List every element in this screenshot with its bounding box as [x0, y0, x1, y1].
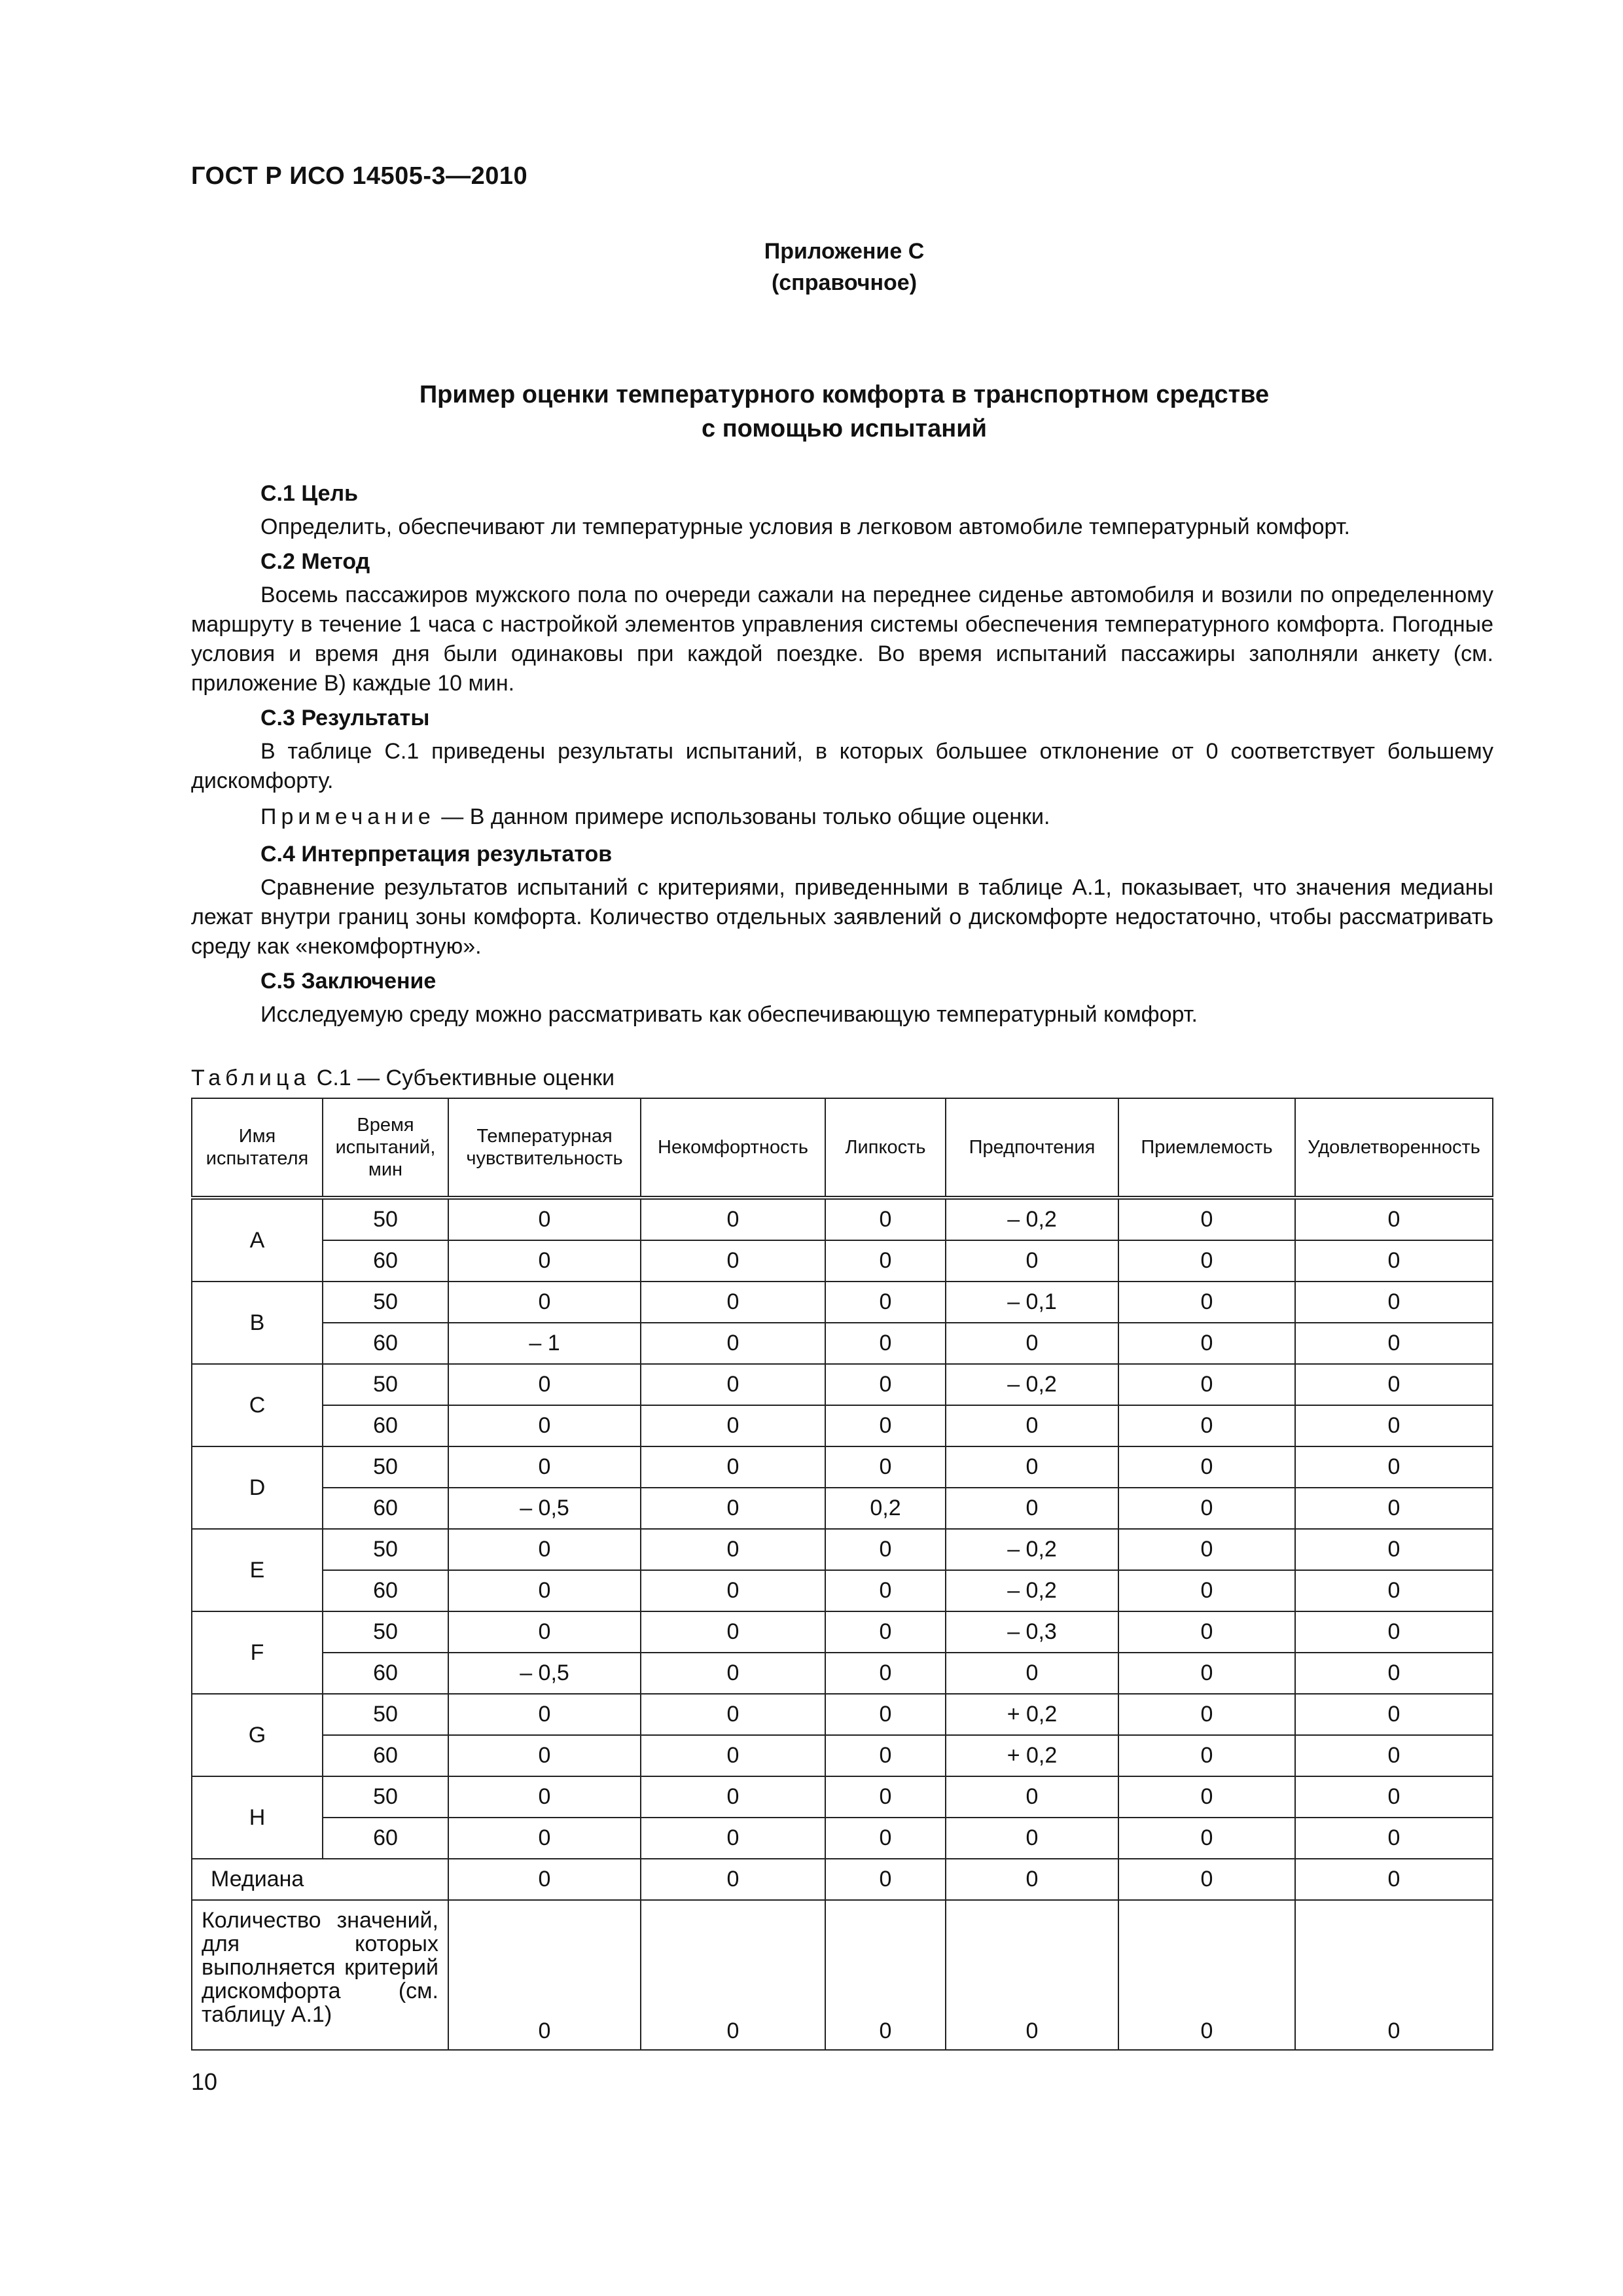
discomfort-count-row	[192, 1900, 1493, 2050]
value-cell: 0	[825, 1735, 946, 1776]
section-c2-text: Восемь пассажиров мужского пола по очереди сажали на переднее сиденье автомобиля и возили по определенному маршруту в течение 1 часа с настройкой элементов управления системы обеспечения температурного комфорта. Погодные условия и время дня были одинаковы при каждой поездке. Во время испытаний пассажиры заполняли анкету (см. приложение В) каждые 10 мин.	[191, 583, 1493, 696]
column-header: Удовлетворенность	[1295, 1098, 1493, 1198]
value-cell: 0	[448, 1240, 641, 1282]
discomfort-count-value: 0	[1118, 1900, 1295, 2050]
table-row	[192, 1694, 1493, 1735]
value-cell: + 0,2	[946, 1735, 1118, 1776]
value-cell: 0	[448, 1198, 641, 1240]
value-cell: + 0,2	[946, 1694, 1118, 1735]
value-cell: 0	[1118, 1818, 1295, 1859]
section-c1-text: Определить, обеспечивают ли температурные условия в легковом автомобиле температурный комфорт.	[260, 514, 1350, 539]
time-cell: 50	[323, 1364, 448, 1405]
value-cell: 0	[641, 1570, 825, 1611]
time-cell: 50	[323, 1529, 448, 1570]
value-cell: – 1	[448, 1323, 641, 1364]
value-cell: 0	[1118, 1653, 1295, 1694]
column-header: Некомфортность	[641, 1098, 825, 1198]
time-cell: 60	[323, 1570, 448, 1611]
value-cell: 0	[641, 1323, 825, 1364]
time-cell: 60	[323, 1240, 448, 1282]
value-cell: 0	[1118, 1323, 1295, 1364]
table-row	[192, 1653, 1493, 1694]
section-c3-heading: С.3 Результаты	[260, 706, 430, 730]
discomfort-count-value: 0	[1295, 1900, 1493, 2050]
section-c5-heading: С.5 Заключение	[260, 969, 437, 994]
value-cell: 0	[641, 1446, 825, 1488]
time-cell: 50	[323, 1198, 448, 1240]
value-cell: 0	[641, 1198, 825, 1240]
value-cell: – 0,5	[448, 1653, 641, 1694]
value-cell: 0	[1118, 1405, 1295, 1446]
column-header: Предпочтения	[946, 1098, 1118, 1198]
value-cell: 0	[1295, 1776, 1493, 1818]
value-cell: 0	[1295, 1240, 1493, 1282]
value-cell: 0	[946, 1323, 1118, 1364]
value-cell: 0	[825, 1653, 946, 1694]
value-cell: 0	[448, 1282, 641, 1323]
value-cell: 0	[1295, 1282, 1493, 1323]
table-row	[192, 1570, 1493, 1611]
value-cell: 0	[448, 1611, 641, 1653]
value-cell: 0	[641, 1282, 825, 1323]
value-cell: – 0,1	[946, 1282, 1118, 1323]
table-row	[192, 1776, 1493, 1818]
page-title	[0, 378, 1623, 446]
value-cell: 0	[448, 1570, 641, 1611]
value-cell: 0	[946, 1818, 1118, 1859]
time-cell: 50	[323, 1446, 448, 1488]
table-row	[192, 1488, 1493, 1529]
table-row	[192, 1529, 1493, 1570]
value-cell: 0	[1118, 1529, 1295, 1570]
document-header: ГОСТ Р ИСО 14505-3—2010	[191, 162, 528, 190]
table-caption-text: С.1 — Субъективные оценки	[310, 1066, 615, 1090]
value-cell: 0	[825, 1529, 946, 1570]
value-cell: 0	[825, 1323, 946, 1364]
annex-heading	[0, 236, 1623, 298]
time-cell: 60	[323, 1405, 448, 1446]
note-text: — В данном примере использованы только общие оценки.	[435, 804, 1050, 829]
page-title-line2: с помощью испытаний	[702, 415, 987, 442]
column-header: Приемлемость	[1118, 1098, 1295, 1198]
value-cell: 0	[825, 1776, 946, 1818]
time-cell: 50	[323, 1611, 448, 1653]
column-header: Температурная чувствительность	[448, 1098, 641, 1198]
value-cell: – 0,2	[946, 1570, 1118, 1611]
section-c5-text: Исследуемую среду можно рассматривать как обеспечивающую температурный комфорт.	[260, 1002, 1198, 1027]
value-cell: 0	[448, 1735, 641, 1776]
time-cell: 50	[323, 1776, 448, 1818]
discomfort-count-value: 0	[448, 1900, 641, 2050]
value-cell: 0	[641, 1776, 825, 1818]
value-cell: 0	[448, 1446, 641, 1488]
table-row	[192, 1282, 1493, 1323]
table-row	[192, 1240, 1493, 1282]
value-cell: 0	[1295, 1694, 1493, 1735]
value-cell: 0	[1118, 1364, 1295, 1405]
table-row	[192, 1198, 1493, 1240]
value-cell: – 0,3	[946, 1611, 1118, 1653]
subject-name-cell: C	[192, 1364, 323, 1446]
time-cell: 60	[323, 1323, 448, 1364]
value-cell: 0	[825, 1446, 946, 1488]
value-cell: 0	[448, 1694, 641, 1735]
value-cell: – 0,5	[448, 1488, 641, 1529]
value-cell: 0	[1295, 1735, 1493, 1776]
value-cell: 0	[1295, 1364, 1493, 1405]
value-cell: 0	[1118, 1240, 1295, 1282]
subject-name-cell: E	[192, 1529, 323, 1611]
time-cell: 60	[323, 1735, 448, 1776]
section-c1-heading: С.1 Цель	[260, 481, 359, 506]
discomfort-count-label: Количество значений, для которых выполняется критерий дискомфорта (см. таблицу А.1)	[192, 1900, 448, 2050]
section-c4-text: Сравнение результатов испытаний с критериями, приведенными в таблице А.1, показывает, что значения медианы лежат внутри границ зоны комфорта. Количество отдельных заявлений о дискомфорте недостаточно, чтобы рассматривать среду как «некомфортную».	[191, 875, 1493, 959]
value-cell: 0	[1295, 1488, 1493, 1529]
table-row	[192, 1323, 1493, 1364]
value-cell: 0	[1295, 1529, 1493, 1570]
subject-name-cell: D	[192, 1446, 323, 1529]
value-cell: 0	[641, 1364, 825, 1405]
value-cell: – 0,2	[946, 1364, 1118, 1405]
value-cell: 0	[825, 1282, 946, 1323]
value-cell: 0	[448, 1776, 641, 1818]
table-row	[192, 1405, 1493, 1446]
column-header: Липкость	[825, 1098, 946, 1198]
value-cell: 0,2	[825, 1488, 946, 1529]
value-cell: 0	[1118, 1570, 1295, 1611]
subject-name-cell: B	[192, 1282, 323, 1364]
value-cell: 0	[1295, 1198, 1493, 1240]
median-value-cell: 0	[1295, 1859, 1493, 1900]
results-table	[191, 1098, 1493, 2051]
subject-name-cell: F	[192, 1611, 323, 1694]
annex-title: Приложение С	[764, 239, 925, 264]
value-cell: 0	[448, 1529, 641, 1570]
value-cell: 0	[1295, 1323, 1493, 1364]
median-value-cell: 0	[825, 1859, 946, 1900]
value-cell: 0	[1118, 1488, 1295, 1529]
value-cell: 0	[825, 1405, 946, 1446]
median-label: Медиана	[192, 1859, 448, 1900]
value-cell: 0	[825, 1818, 946, 1859]
value-cell: 0	[1118, 1198, 1295, 1240]
value-cell: 0	[946, 1405, 1118, 1446]
median-value-cell: 0	[448, 1859, 641, 1900]
value-cell: 0	[946, 1776, 1118, 1818]
value-cell: 0	[448, 1364, 641, 1405]
median-value-cell: 0	[1118, 1859, 1295, 1900]
value-cell: 0	[825, 1570, 946, 1611]
value-cell: 0	[1295, 1446, 1493, 1488]
section-c3-text: В таблице С.1 приведены результаты испытаний, в которых большее отклонение от 0 соответствует большему дискомфорту.	[191, 739, 1493, 793]
value-cell: 0	[946, 1488, 1118, 1529]
table-row	[192, 1364, 1493, 1405]
table-row	[192, 1735, 1493, 1776]
table-caption-label: Таблица	[191, 1066, 311, 1090]
value-cell: 0	[1295, 1818, 1493, 1859]
value-cell: 0	[825, 1364, 946, 1405]
table-caption	[191, 1066, 615, 1091]
time-cell: 60	[323, 1488, 448, 1529]
value-cell: 0	[641, 1694, 825, 1735]
subject-name-cell: H	[192, 1776, 323, 1859]
value-cell: 0	[1295, 1405, 1493, 1446]
value-cell: 0	[1118, 1694, 1295, 1735]
subject-name-cell: G	[192, 1694, 323, 1776]
value-cell: 0	[448, 1818, 641, 1859]
table-row	[192, 1446, 1493, 1488]
value-cell: 0	[825, 1240, 946, 1282]
value-cell: 0	[641, 1653, 825, 1694]
time-cell: 60	[323, 1818, 448, 1859]
value-cell: 0	[1118, 1282, 1295, 1323]
note-label: Примечание	[260, 804, 435, 829]
discomfort-count-value: 0	[946, 1900, 1118, 2050]
table-header-row	[192, 1098, 1493, 1198]
value-cell: 0	[946, 1446, 1118, 1488]
median-row	[192, 1859, 1493, 1900]
body-text	[191, 479, 1493, 1035]
discomfort-count-value: 0	[825, 1900, 946, 2050]
value-cell: 0	[825, 1694, 946, 1735]
value-cell: 0	[448, 1405, 641, 1446]
value-cell: 0	[825, 1611, 946, 1653]
table-row	[192, 1818, 1493, 1859]
value-cell: 0	[641, 1818, 825, 1859]
time-cell: 60	[323, 1653, 448, 1694]
value-cell: 0	[1295, 1570, 1493, 1611]
value-cell: – 0,2	[946, 1529, 1118, 1570]
time-cell: 50	[323, 1282, 448, 1323]
page-title-line1: Пример оценки температурного комфорта в транспортном средстве	[419, 381, 1270, 408]
results-table-body	[192, 1198, 1493, 2050]
time-cell: 50	[323, 1694, 448, 1735]
value-cell: 0	[1118, 1735, 1295, 1776]
value-cell: 0	[641, 1611, 825, 1653]
value-cell: 0	[1295, 1653, 1493, 1694]
value-cell: 0	[825, 1198, 946, 1240]
value-cell: 0	[641, 1735, 825, 1776]
section-c4-heading: С.4 Интерпретация результатов	[260, 842, 613, 867]
value-cell: 0	[641, 1405, 825, 1446]
subject-name-cell: A	[192, 1198, 323, 1282]
column-header: Время испытаний, мин	[323, 1098, 448, 1198]
value-cell: 0	[946, 1653, 1118, 1694]
section-c3-note	[191, 802, 1493, 832]
value-cell: 0	[641, 1529, 825, 1570]
value-cell: 0	[641, 1488, 825, 1529]
section-c2-heading: С.2 Метод	[260, 549, 370, 574]
median-value-cell: 0	[946, 1859, 1118, 1900]
value-cell: 0	[1118, 1446, 1295, 1488]
value-cell: 0	[946, 1240, 1118, 1282]
value-cell: 0	[641, 1240, 825, 1282]
value-cell: 0	[1295, 1611, 1493, 1653]
table-row	[192, 1611, 1493, 1653]
column-header: Имя испытателя	[192, 1098, 323, 1198]
value-cell: – 0,2	[946, 1198, 1118, 1240]
median-value-cell: 0	[641, 1859, 825, 1900]
annex-subtitle: (справочное)	[771, 270, 918, 295]
discomfort-count-value: 0	[641, 1900, 825, 2050]
page-number: 10	[191, 2068, 218, 2095]
value-cell: 0	[1118, 1776, 1295, 1818]
value-cell: 0	[1118, 1611, 1295, 1653]
